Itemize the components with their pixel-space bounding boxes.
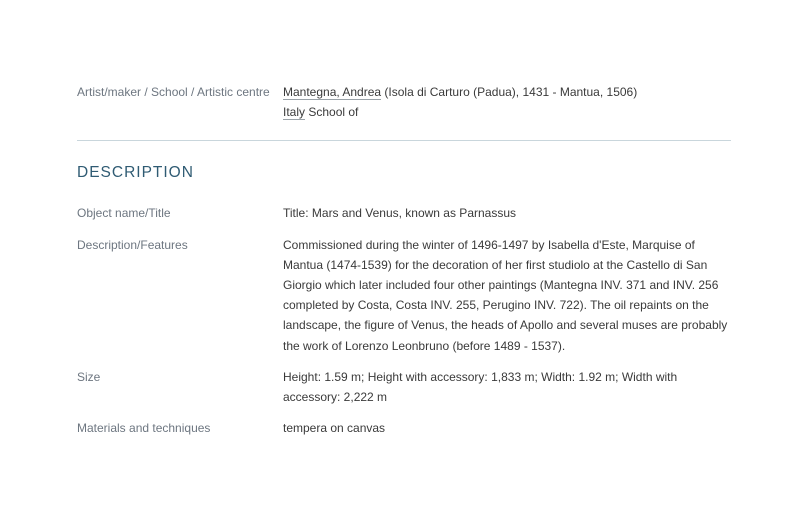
size-label: Size xyxy=(77,369,101,384)
object-name-label: Object name/Title xyxy=(77,206,171,221)
school-link[interactable]: Italy xyxy=(283,105,306,120)
object-name-value: Title: Mars and Venus, known as Parnassus xyxy=(283,206,517,221)
description-row xyxy=(77,235,731,356)
maker-line xyxy=(283,82,731,102)
description-value: Commissioned during the winter of 1496-1497 by Isabella d'Este, Marquise of Mantua (1474-1539) for the decoration of her first studiolo at the Castello di San Giorgio which later included four other paintings (Mantegna INV. 371 and INV. 256 completed by Costa, Costa INV. 255, Perugino INV. 722). The oil repaints on the landscape, the figure of Venus, the heads of Apollo and several muses are probably the work of Lorenzo Leonbruno (before 1489 - 1537). xyxy=(283,237,728,353)
school-line xyxy=(283,102,731,122)
artist-row xyxy=(77,82,731,122)
materials-label: Materials and techniques xyxy=(77,421,211,436)
size-value: Height: 1.59 m; Height with accessory: 1,833 m; Width: 1.92 m; Width with accessory: 2,222 m xyxy=(283,369,678,405)
maker-link[interactable]: Mantegna, Andrea xyxy=(283,85,382,99)
object-name-row xyxy=(77,203,731,223)
artist-label: Artist/maker / School / Artistic centre xyxy=(77,85,270,99)
artist-value xyxy=(283,82,731,122)
school-suffix: School of xyxy=(305,105,359,120)
size-row xyxy=(77,367,731,407)
section-divider xyxy=(77,140,731,141)
maker-details: (Isola di Carturo (Padua), 1431 - Mantua, 1506) xyxy=(381,85,638,99)
description-label: Description/Features xyxy=(77,237,188,252)
materials-value: tempera on canvas xyxy=(283,421,386,436)
description-heading: DESCRIPTION xyxy=(77,164,194,182)
materials-row xyxy=(77,418,731,438)
description-rows xyxy=(77,203,731,438)
artwork-details xyxy=(77,82,731,449)
